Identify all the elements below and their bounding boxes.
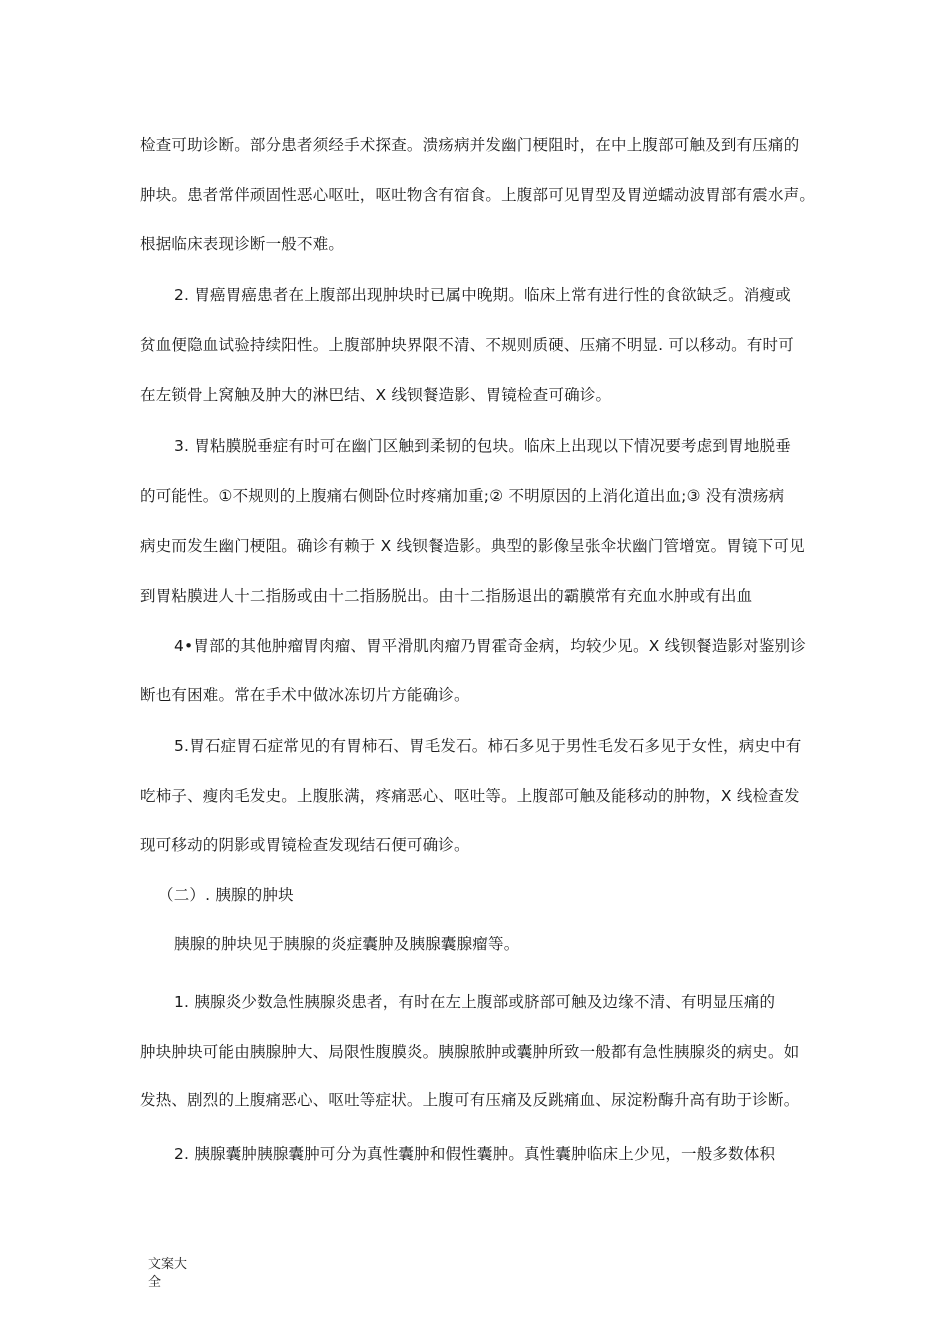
text-line: 根据临床表现诊断一般不难。 bbox=[140, 235, 345, 253]
text-line: 2. 胃癌胃癌患者在上腹部出现肿块时已属中晚期。临床上常有进行性的食欲缺乏。消瘦或 bbox=[174, 286, 791, 304]
text-line: 贫血便隐血试验持续阳性。上腹部肿块界限不清、不规则质硬、压痛不明显. 可以移动。有时可 bbox=[140, 336, 794, 354]
text-line: 肿块。患者常伴顽固性恶心呕吐，呕吐物含有宿食。上腹部可见胃型及胃逆蠕动波胃部有震水声。 bbox=[140, 186, 816, 204]
text-line: 现可移动的阴影或胃镜检查发现结石便可确诊。 bbox=[140, 836, 470, 854]
text-line: 的可能性。①不规则的上腹痛右侧卧位时疼痛加重;② 不明原因的上消化道出血;③ 没有溃疡病 bbox=[140, 487, 785, 505]
text-line: 病史而发生幽门梗阻。确诊有赖于 X 线钡餐造影。典型的影像呈张伞状幽门管增宽。胃镜下可见 bbox=[140, 537, 805, 555]
text-line: 胰腺的肿块见于胰腺的炎症囊肿及胰腺囊腺瘤等。 bbox=[174, 935, 520, 953]
text-line: 检查可助诊断。部分患者须经手术探查。溃疡病并发幽门梗阻时，在中上腹部可触及到有压痛的 bbox=[140, 136, 800, 154]
text-line: 3. 胃粘膜脱垂症有时可在幽门区触到柔韧的包块。临床上出现以下情况要考虑到胃地脱垂 bbox=[174, 437, 791, 455]
text-line: 1. 胰腺炎少数急性胰腺炎患者，有时在左上腹部或脐部可触及边缘不清、有明显压痛的 bbox=[174, 993, 776, 1011]
text-line: 发热、剧烈的上腹痛恶心、呕吐等症状。上腹可有压痛及反跳痛血、尿淀粉酶升高有助于诊断。 bbox=[140, 1091, 800, 1109]
text-line: 断也有困难。常在手术中做冰冻切片方能确诊。 bbox=[140, 686, 470, 704]
footer-line: 全 bbox=[148, 1275, 162, 1290]
text-line: 5.胃石症胃石症常见的有胃柿石、胃毛发石。柿石多见于男性毛发石多见于女性，病史中有 bbox=[174, 737, 802, 755]
text-line: 肿块肿块可能由胰腺肿大、局限性腹膜炎。胰腺脓肿或囊肿所致一般都有急性胰腺炎的病史。如 bbox=[140, 1043, 800, 1061]
text-line: 4•胃部的其他肿瘤胃肉瘤、胃平滑肌肉瘤乃胃霍奇金病，均较少见。X 线钡餐造影对鉴别诊 bbox=[174, 637, 806, 655]
text-line: 2. 胰腺囊肿胰腺囊肿可分为真性囊肿和假性囊肿。真性囊肿临床上少见，一般多数体积 bbox=[174, 1145, 776, 1163]
page-footer bbox=[148, 1256, 208, 1292]
section-heading: （二）. 胰腺的肿块 bbox=[158, 886, 294, 904]
text-line: 在左锁骨上窝触及肿大的淋巴结、X 线钡餐造影、胃镜检查可确诊。 bbox=[140, 386, 612, 404]
footer-line: 文案大 bbox=[148, 1257, 188, 1272]
text-line: 吃柿子、瘦肉毛发史。上腹胀满，疼痛恶心、呕吐等。上腹部可触及能移动的肿物，X 线检查发 bbox=[140, 787, 800, 805]
text-line: 到胃粘膜进人十二指肠或由十二指肠脱出。由十二指肠退出的霸膜常有充血水肿或有出血 bbox=[140, 587, 753, 605]
